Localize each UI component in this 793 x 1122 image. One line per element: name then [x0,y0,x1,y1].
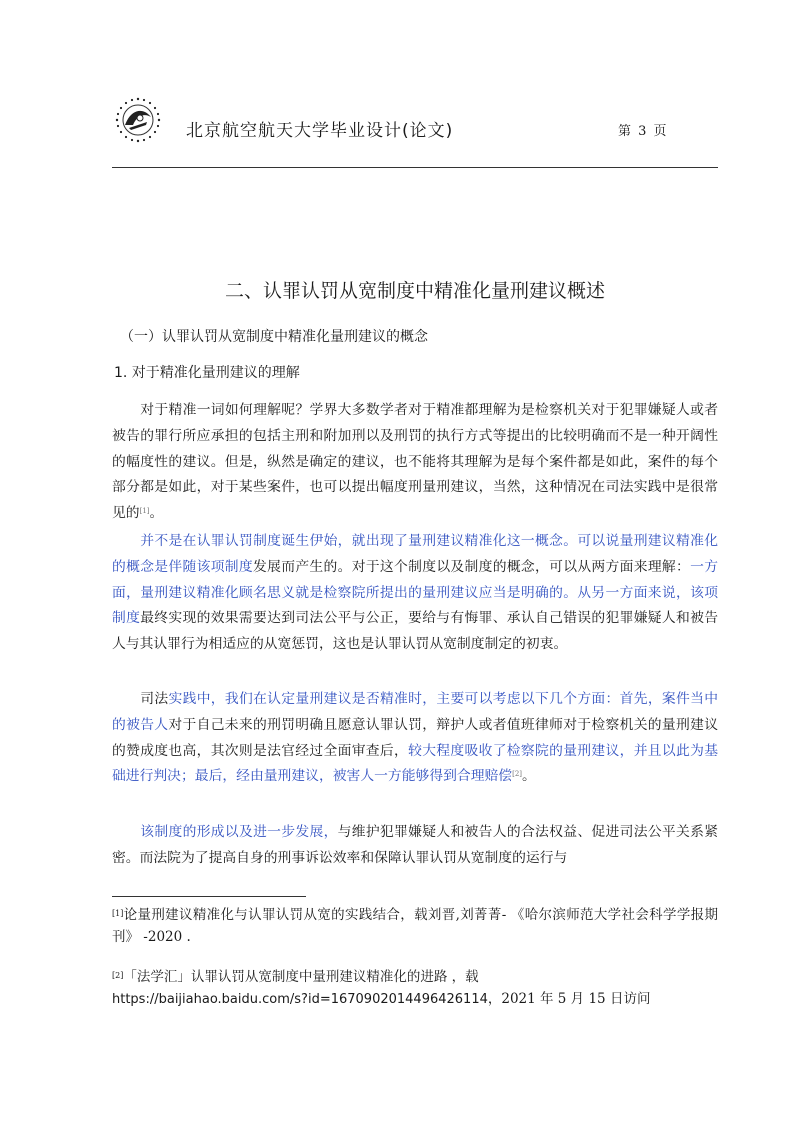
paragraph-1 [112,398,718,527]
paragraph-3-text-1: 司法 [140,691,169,707]
footnote-2-mark: [2] [112,971,124,980]
paragraph-3-end: 。 [522,768,536,785]
footnote-2-text: 「法学汇」认罪认罚从宽制度中量刑建议精准化的进路 ，载 [123,969,479,985]
paragraph-2-text-2: 最终实现的效果需要达到司法公平与公正，要给与有悔罪、承认自己错误的犯罪嫌疑人和被告人与其认罪行为相适应的从宽惩罚，这也是认罪认罚从宽制度制定的初衷。 [112,610,719,653]
footnote-1 [112,904,718,948]
paragraph-1-end: 。 [149,505,164,522]
footnote-1-text: 论量刑建议精准化与认罪认罚从宽的实践结合，载刘晋,刘菁菁- 《哈尔滨师范大学社会科学学报期刊》 -2020 . [112,907,718,945]
paragraph-3-highlight-1: 实践中，我们在认定量刑建议是否精准时，主要可以考虑以下几个方面：首先，案件当中的被告人 [112,691,719,733]
university-seal-icon [113,95,163,145]
header-divider [112,167,718,168]
paragraph-2-highlight-2: 一方面，量刑建议精准化顾名思义就是检察院所提出的量刑建议应当是明确的。从另一方面来说，该项制度 [112,558,719,627]
footnote-2-url[interactable]: https://baijiahao.baidu.com/s?id=1670902014496426114 [112,992,488,1007]
paragraph-3 [112,687,718,790]
footnote-ref-2[interactable]: [2] [512,770,523,779]
footnote-1-mark: [1] [112,909,124,918]
paragraph-3-highlight-2: 较大程度吸收了检察院的量刑建议，并且以此为基础进行判决；最后，经由量刑建议，被害人一方能够得到合理赔偿 [112,742,719,785]
header-title: 北京航空航天大学毕业设计(论文) [186,121,454,141]
footnote-divider [112,896,306,897]
footnote-2 [112,966,718,1011]
subsection-title: 1. 对于精准化量刑建议的理解 [114,365,300,381]
page-number: 第 3 页 [618,124,667,139]
paragraph-3-text-2: 对于自己未来的刑罚明确且愿意认罪认罚，辩护人或者值班律师对于检察机关的量刑建议的赞成度也高，其次则是法官经过全面审查后， [112,716,719,759]
footnote-2-access-date: ，2021 年 5 月 15 日访问 [487,991,651,1007]
paragraph-4-highlight-1: 该制度的形成以及进一步发展， [140,824,338,840]
paragraph-2-highlight-1: 并不是在认罪认罚制度诞生伊始，就出现了量刑建议精准化这一概念。可以说量刑建议精准化的概念是伴随该项制度 [112,533,718,575]
paragraph-2-text-1: 发展而产生的。对于这个制度以及制度的概念，可以从两方面来理解： [253,558,691,575]
paragraph-2 [112,529,718,658]
section-title: （一）认罪认罚从宽制度中精准化量刑建议的概念 [120,329,428,345]
paragraph-4-text-1: 与维护犯罪嫌疑人和被告人的合法权益、促进司法公平关系紧密。而法院为了提高自身的刑事诉讼效率和保障认罪认罚从宽制度的运行与 [112,824,719,866]
paragraph-4 [112,820,718,872]
chapter-title: 二、认罪认罚从宽制度中精准化量刑建议概述 [224,280,605,302]
footnote-ref-1[interactable]: [1] [139,507,150,516]
paragraph-1-text: 对于精准一词如何理解呢？学界大多数学者对于精准都理解为是检察机关对于犯罪嫌疑人或者被告的罪行所应承担的包括主刑和附加刑以及刑罚的执行方式等提出的比较明确而不是一种开阔性的幅度性的建议。但是，纵然是确定的建议，也不能将其理解为是每个案件都是如此，案件的每个部分都是如此，对于某些案件，也可以提出幅度刑量刑建议，当然，这种情况在司法实践中是很常见的 [112,402,718,522]
